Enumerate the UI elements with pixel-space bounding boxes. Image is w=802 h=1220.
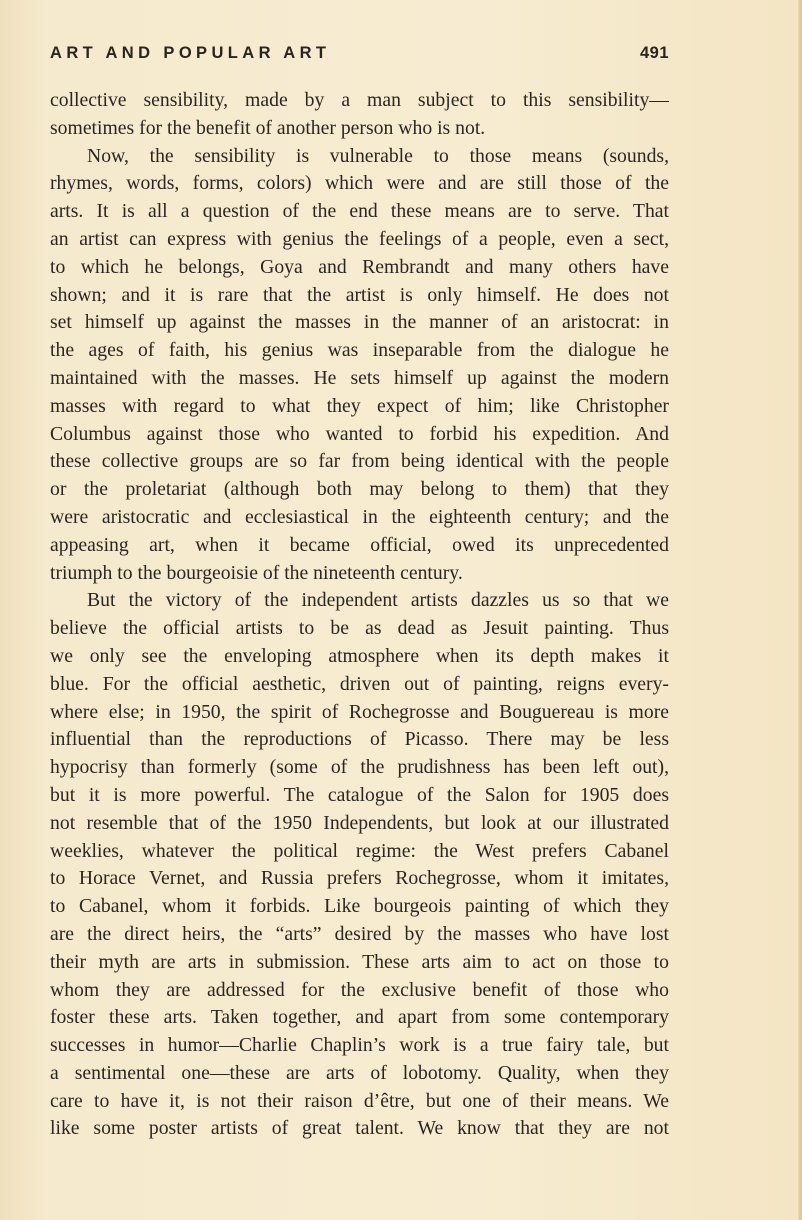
text-line: foster these arts. Taken together, and apart from some contemporary bbox=[50, 1006, 669, 1029]
text-line: a sentimental one—these are arts of lobotomy. Quality, when they bbox=[50, 1061, 669, 1084]
running-title: ART AND POPULAR ART bbox=[50, 44, 331, 62]
text-line: masses with regard to what they expect of him; like Christopher bbox=[50, 394, 669, 417]
text-line: like some poster artists of great talent. We know that they are not bbox=[50, 1117, 669, 1140]
text-line: triumph to the bourgeoisie of the nineteenth century. bbox=[50, 561, 463, 584]
text-line: collective sensibility, made by a man subject to this sensibility— bbox=[50, 89, 669, 111]
text-line: blue. For the official aesthetic, driven out of painting, reigns every- bbox=[50, 672, 669, 695]
text-line: believe the official artists to be as dead as Jesuit painting. Thus bbox=[50, 617, 669, 640]
page-edge bbox=[798, 0, 802, 1220]
body-text bbox=[50, 87, 669, 1143]
text-line: successes in humor—Charlie Chaplin’s work is a true fairy tale, but bbox=[50, 1034, 669, 1057]
text-line: influential than the reproductions of Picasso. There may be less bbox=[50, 728, 669, 751]
running-head bbox=[50, 44, 669, 70]
text-line: But the victory of the independent artists dazzles us so that we bbox=[87, 589, 669, 612]
text-line: hypocrisy than formerly (some of the prudishness has been left out), bbox=[50, 756, 669, 779]
text-line: set himself up against the masses in the manner of an aristocrat: in bbox=[50, 311, 669, 334]
text-line: not resemble that of the 1950 Independents, but look at our illustrated bbox=[50, 811, 669, 834]
text-line: or the proletariat (although both may belong to them) that they bbox=[50, 478, 669, 501]
page-number: 491 bbox=[639, 44, 669, 62]
text-line: are the direct heirs, the “arts” desired by the masses who have lost bbox=[50, 922, 669, 945]
text-line: to which he belongs, Goya and Rembrandt and many others have bbox=[50, 255, 669, 278]
text-line: Columbus against those who wanted to forbid his expedition. And bbox=[50, 422, 669, 445]
text-line: to Horace Vernet, and Russia prefers Rochegrosse, whom it imitates, bbox=[50, 867, 669, 890]
text-line: we only see the enveloping atmosphere when its depth makes it bbox=[50, 644, 669, 667]
text-line: where else; in 1950, the spirit of Rochegrosse and Bouguereau is more bbox=[50, 700, 669, 723]
text-line: appeasing art, when it became official, owed its unprecedented bbox=[50, 533, 669, 556]
text-line: the ages of faith, his genius was inseparable from the dialogue he bbox=[50, 339, 669, 362]
text-line: to Cabanel, whom it forbids. Like bourgeois painting of which they bbox=[50, 895, 669, 918]
text-line: were aristocratic and ecclesiastical in the eighteenth century; and the bbox=[50, 505, 669, 528]
text-line: rhymes, words, forms, colors) which were and are still those of the bbox=[50, 172, 669, 195]
text-line: maintained with the masses. He sets himself up against the modern bbox=[50, 366, 669, 389]
text-line: whom they are addressed for the exclusive benefit of those who bbox=[50, 978, 669, 1001]
text-line: arts. It is all a question of the end these means are to serve. That bbox=[50, 200, 669, 223]
text-line: an artist can express with genius the feelings of a people, even a sect, bbox=[50, 227, 669, 250]
text-line: weeklies, whatever the political regime: the West prefers Cabanel bbox=[50, 839, 669, 862]
text-line: care to have it, is not their raison d’être, but one of their means. We bbox=[50, 1089, 669, 1112]
text-line: shown; and it is rare that the artist is only himself. He does not bbox=[50, 283, 669, 306]
text-line: sometimes for the benefit of another person who is not. bbox=[50, 116, 486, 139]
text-line: their myth are arts in submission. These arts aim to act on those to bbox=[50, 950, 669, 973]
text-line: but it is more powerful. The catalogue of the Salon for 1905 does bbox=[50, 783, 669, 806]
text-line: Now, the sensibility is vulnerable to those means (sounds, bbox=[87, 144, 669, 167]
text-line: these collective groups are so far from being identical with the people bbox=[50, 450, 669, 473]
